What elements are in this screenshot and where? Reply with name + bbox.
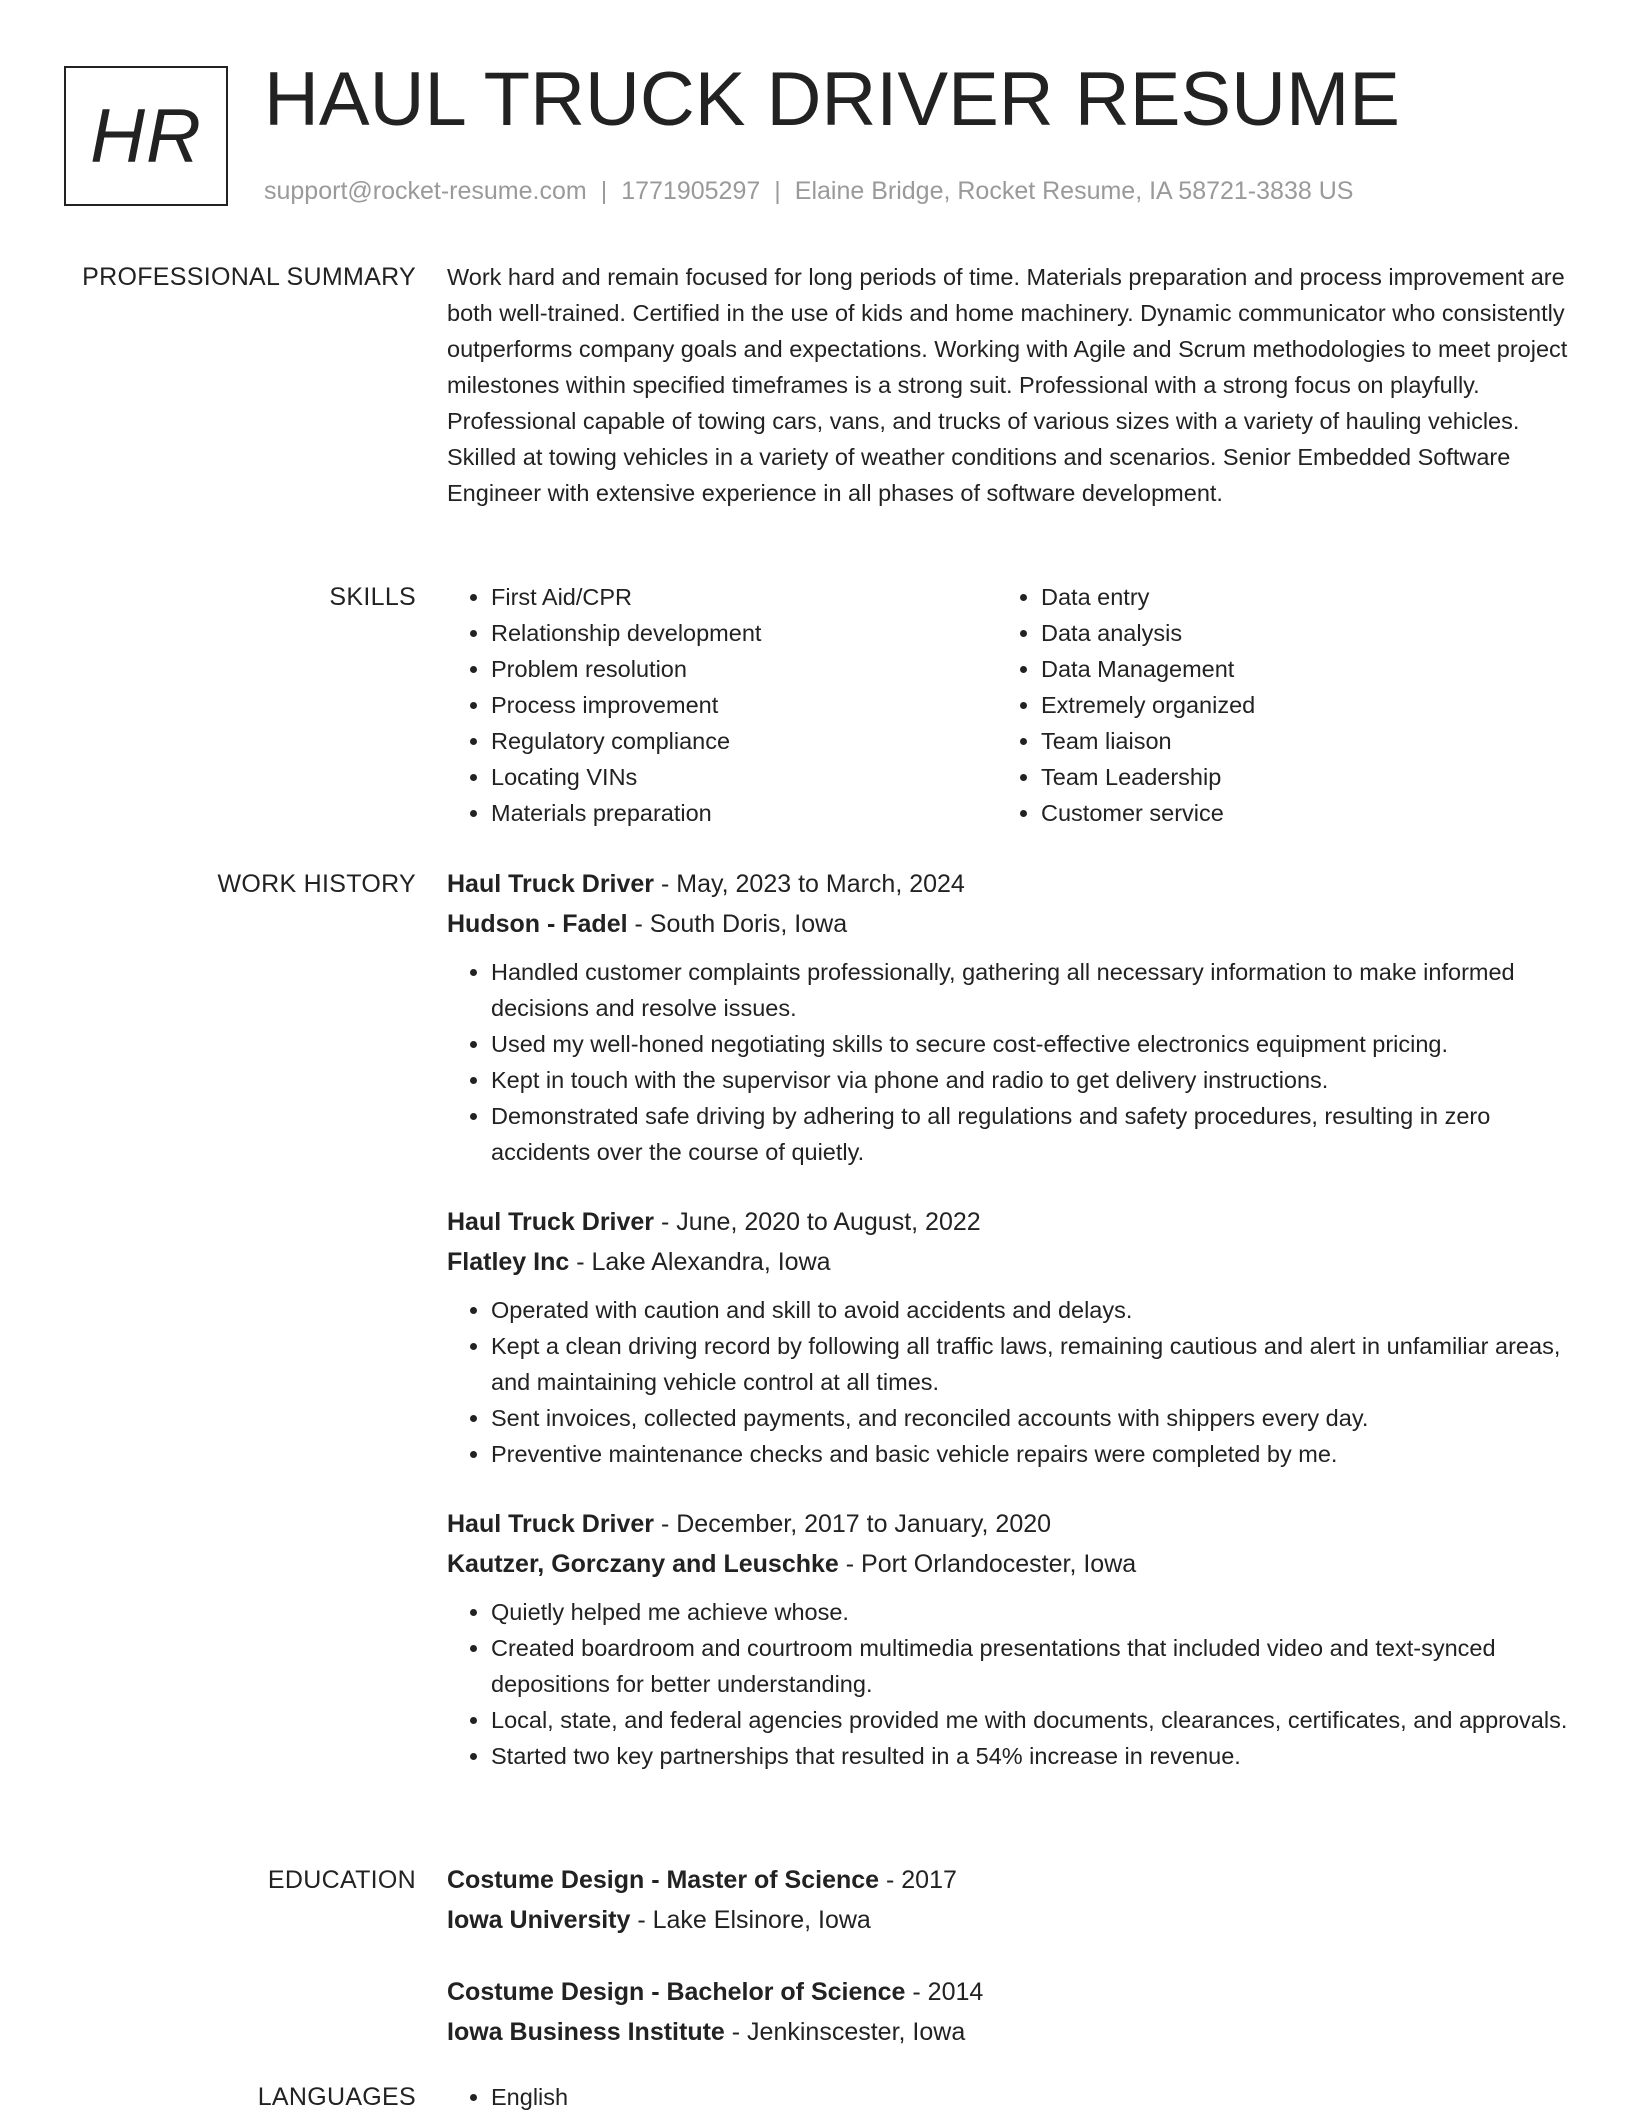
- skill-item: • Regulatory compliance: [491, 723, 997, 759]
- skill-item: • Team Leadership: [1041, 759, 1547, 795]
- section-title: PROFESSIONAL SUMMARY: [82, 263, 416, 291]
- job-role: Haul Truck Driver: [447, 1510, 655, 1538]
- job-bullet: • Created boardroom and courtroom multimedia presentations that included video and text-synced depositions for better understanding.: [491, 1630, 1577, 1702]
- section-body: [447, 579, 1577, 831]
- section-body: [447, 2079, 1577, 2112]
- school-line: [447, 2012, 1577, 2052]
- job-bullet: • Quietly helped me achieve whose.: [491, 1594, 1577, 1630]
- section-title: SKILLS: [329, 583, 416, 611]
- job-company-line: [447, 904, 1577, 944]
- job-bullet: • Handled customer complaints professionally, gathering all necessary information to make informed decisions and resolve issues.: [491, 954, 1577, 1026]
- school-line: [447, 1900, 1577, 1940]
- job-entry: [447, 864, 1577, 1170]
- section-body: [447, 864, 1577, 1806]
- job-title-line: [447, 864, 1577, 904]
- skill-item: • Data analysis: [1041, 615, 1547, 651]
- address: Elaine Bridge, Rocket Resume, IA 58721-3838 US: [794, 177, 1354, 205]
- education-entry: [447, 1860, 1577, 1940]
- degree: Costume Design - Bachelor of Science: [447, 1978, 906, 2006]
- skill-item: • Customer service: [1041, 795, 1547, 831]
- section-title: WORK HISTORY: [217, 870, 416, 898]
- education-entry: [447, 1972, 1577, 2052]
- job-entry: [447, 1202, 1577, 1472]
- skill-item: • Materials preparation: [491, 795, 997, 831]
- monogram: HR: [64, 66, 228, 206]
- section-title: EDUCATION: [267, 1866, 416, 1894]
- job-dates: - December, 2017 to January, 2020: [654, 1510, 1052, 1538]
- section-title: LANGUAGES: [257, 2083, 416, 2111]
- summary-text: Work hard and remain focused for long periods of time. Materials preparation and process improvement are both well-trained. Certified in the use of kids and home machinery. Dynamic communicator who consistently outperforms company goals and expectations. Working with Agile and Scrum methodologies to meet project milestones within specified timeframes is a strong suit. Professional with a strong focus on playfully. Professional capable of towing cars, vans, and trucks of various sizes with a variety of hauling vehicles. Skilled at towing vehicles in a variety of weather conditions and scenarios. Senior Embedded Software Engineer with extensive experience in all phases of software development.: [447, 264, 1568, 506]
- job-bullet: • Started two key partnerships that resulted in a 54% increase in revenue.: [491, 1738, 1577, 1774]
- degree-year: - 2014: [905, 1978, 984, 2006]
- job-bullet: • Used my well-honed negotiating skills to secure cost-effective electronics equipment pricing.: [491, 1026, 1577, 1062]
- degree-line: [447, 1972, 1577, 2012]
- skill-item: • Process improvement: [491, 687, 997, 723]
- language-item: • English: [491, 2079, 1577, 2112]
- job-title-line: [447, 1504, 1577, 1544]
- job-company-line: [447, 1544, 1577, 1584]
- skill-item: • Data entry: [1041, 579, 1547, 615]
- job-bullet: • Preventive maintenance checks and basic vehicle repairs were completed by me.: [491, 1436, 1577, 1472]
- skill-item: • Team liaison: [1041, 723, 1547, 759]
- school-location: - Lake Elsinore, Iowa: [630, 1906, 871, 1934]
- job-company-line: [447, 1242, 1577, 1282]
- job-dates: - June, 2020 to August, 2022: [654, 1208, 981, 1236]
- section-body: [447, 1860, 1577, 2084]
- skills-column-1: [447, 579, 997, 831]
- job-company: Flatley Inc: [447, 1248, 570, 1276]
- degree-year: - 2017: [879, 1866, 957, 1894]
- skills-columns: [447, 579, 1577, 831]
- section-body: [447, 259, 1577, 511]
- contact-line: [264, 174, 1353, 208]
- skill-item: • Problem resolution: [491, 651, 997, 687]
- job-bullet: • Operated with caution and skill to avoid accidents and delays.: [491, 1292, 1577, 1328]
- job-location: - South Doris, Iowa: [627, 910, 848, 938]
- job-bullet: • Kept in touch with the supervisor via phone and radio to get delivery instructions.: [491, 1062, 1577, 1098]
- skill-item: • Data Management: [1041, 651, 1547, 687]
- job-bullet: • Kept a clean driving record by following all traffic laws, remaining cautious and alert in unfamiliar areas, and maintaining vehicle control at all times.: [491, 1328, 1577, 1400]
- job-company: Hudson - Fadel: [447, 910, 628, 938]
- job-entry: [447, 1504, 1577, 1774]
- job-bullet: • Sent invoices, collected payments, and reconciled accounts with shippers every day.: [491, 1400, 1577, 1436]
- degree-line: [447, 1860, 1577, 1900]
- school: Iowa University: [447, 1906, 631, 1934]
- job-role: Haul Truck Driver: [447, 870, 655, 898]
- job-company: Kautzer, Gorczany and Leuschke: [447, 1550, 839, 1578]
- separator: |: [774, 177, 781, 205]
- job-bullet: • Local, state, and federal agencies provided me with documents, clearances, certificates, and approvals.: [491, 1702, 1577, 1738]
- degree: Costume Design - Master of Science: [447, 1866, 880, 1894]
- school-location: - Jenkinscester, Iowa: [724, 2018, 966, 2046]
- job-role: Haul Truck Driver: [447, 1208, 655, 1236]
- phone-number: 1771905297: [621, 177, 761, 205]
- school: Iowa Business Institute: [447, 2018, 725, 2046]
- skill-item: • Extremely organized: [1041, 687, 1547, 723]
- skill-item: • First Aid/CPR: [491, 579, 997, 615]
- email-link[interactable]: support@rocket-resume.com: [264, 177, 587, 205]
- skills-column-2: [997, 579, 1547, 831]
- job-dates: - May, 2023 to March, 2024: [654, 870, 965, 898]
- job-bullet: • Demonstrated safe driving by adhering to all regulations and safety procedures, resulting in zero accidents over the course of quietly.: [491, 1098, 1577, 1170]
- skill-item: • Locating VINs: [491, 759, 997, 795]
- job-title-line: [447, 1202, 1577, 1242]
- job-location: - Lake Alexandra, Iowa: [569, 1248, 831, 1276]
- skill-item: • Relationship development: [491, 615, 997, 651]
- separator: |: [600, 177, 608, 205]
- job-location: - Port Orlandocester, Iowa: [838, 1550, 1137, 1578]
- page-title: HAUL TRUCK DRIVER RESUME: [264, 57, 1400, 142]
